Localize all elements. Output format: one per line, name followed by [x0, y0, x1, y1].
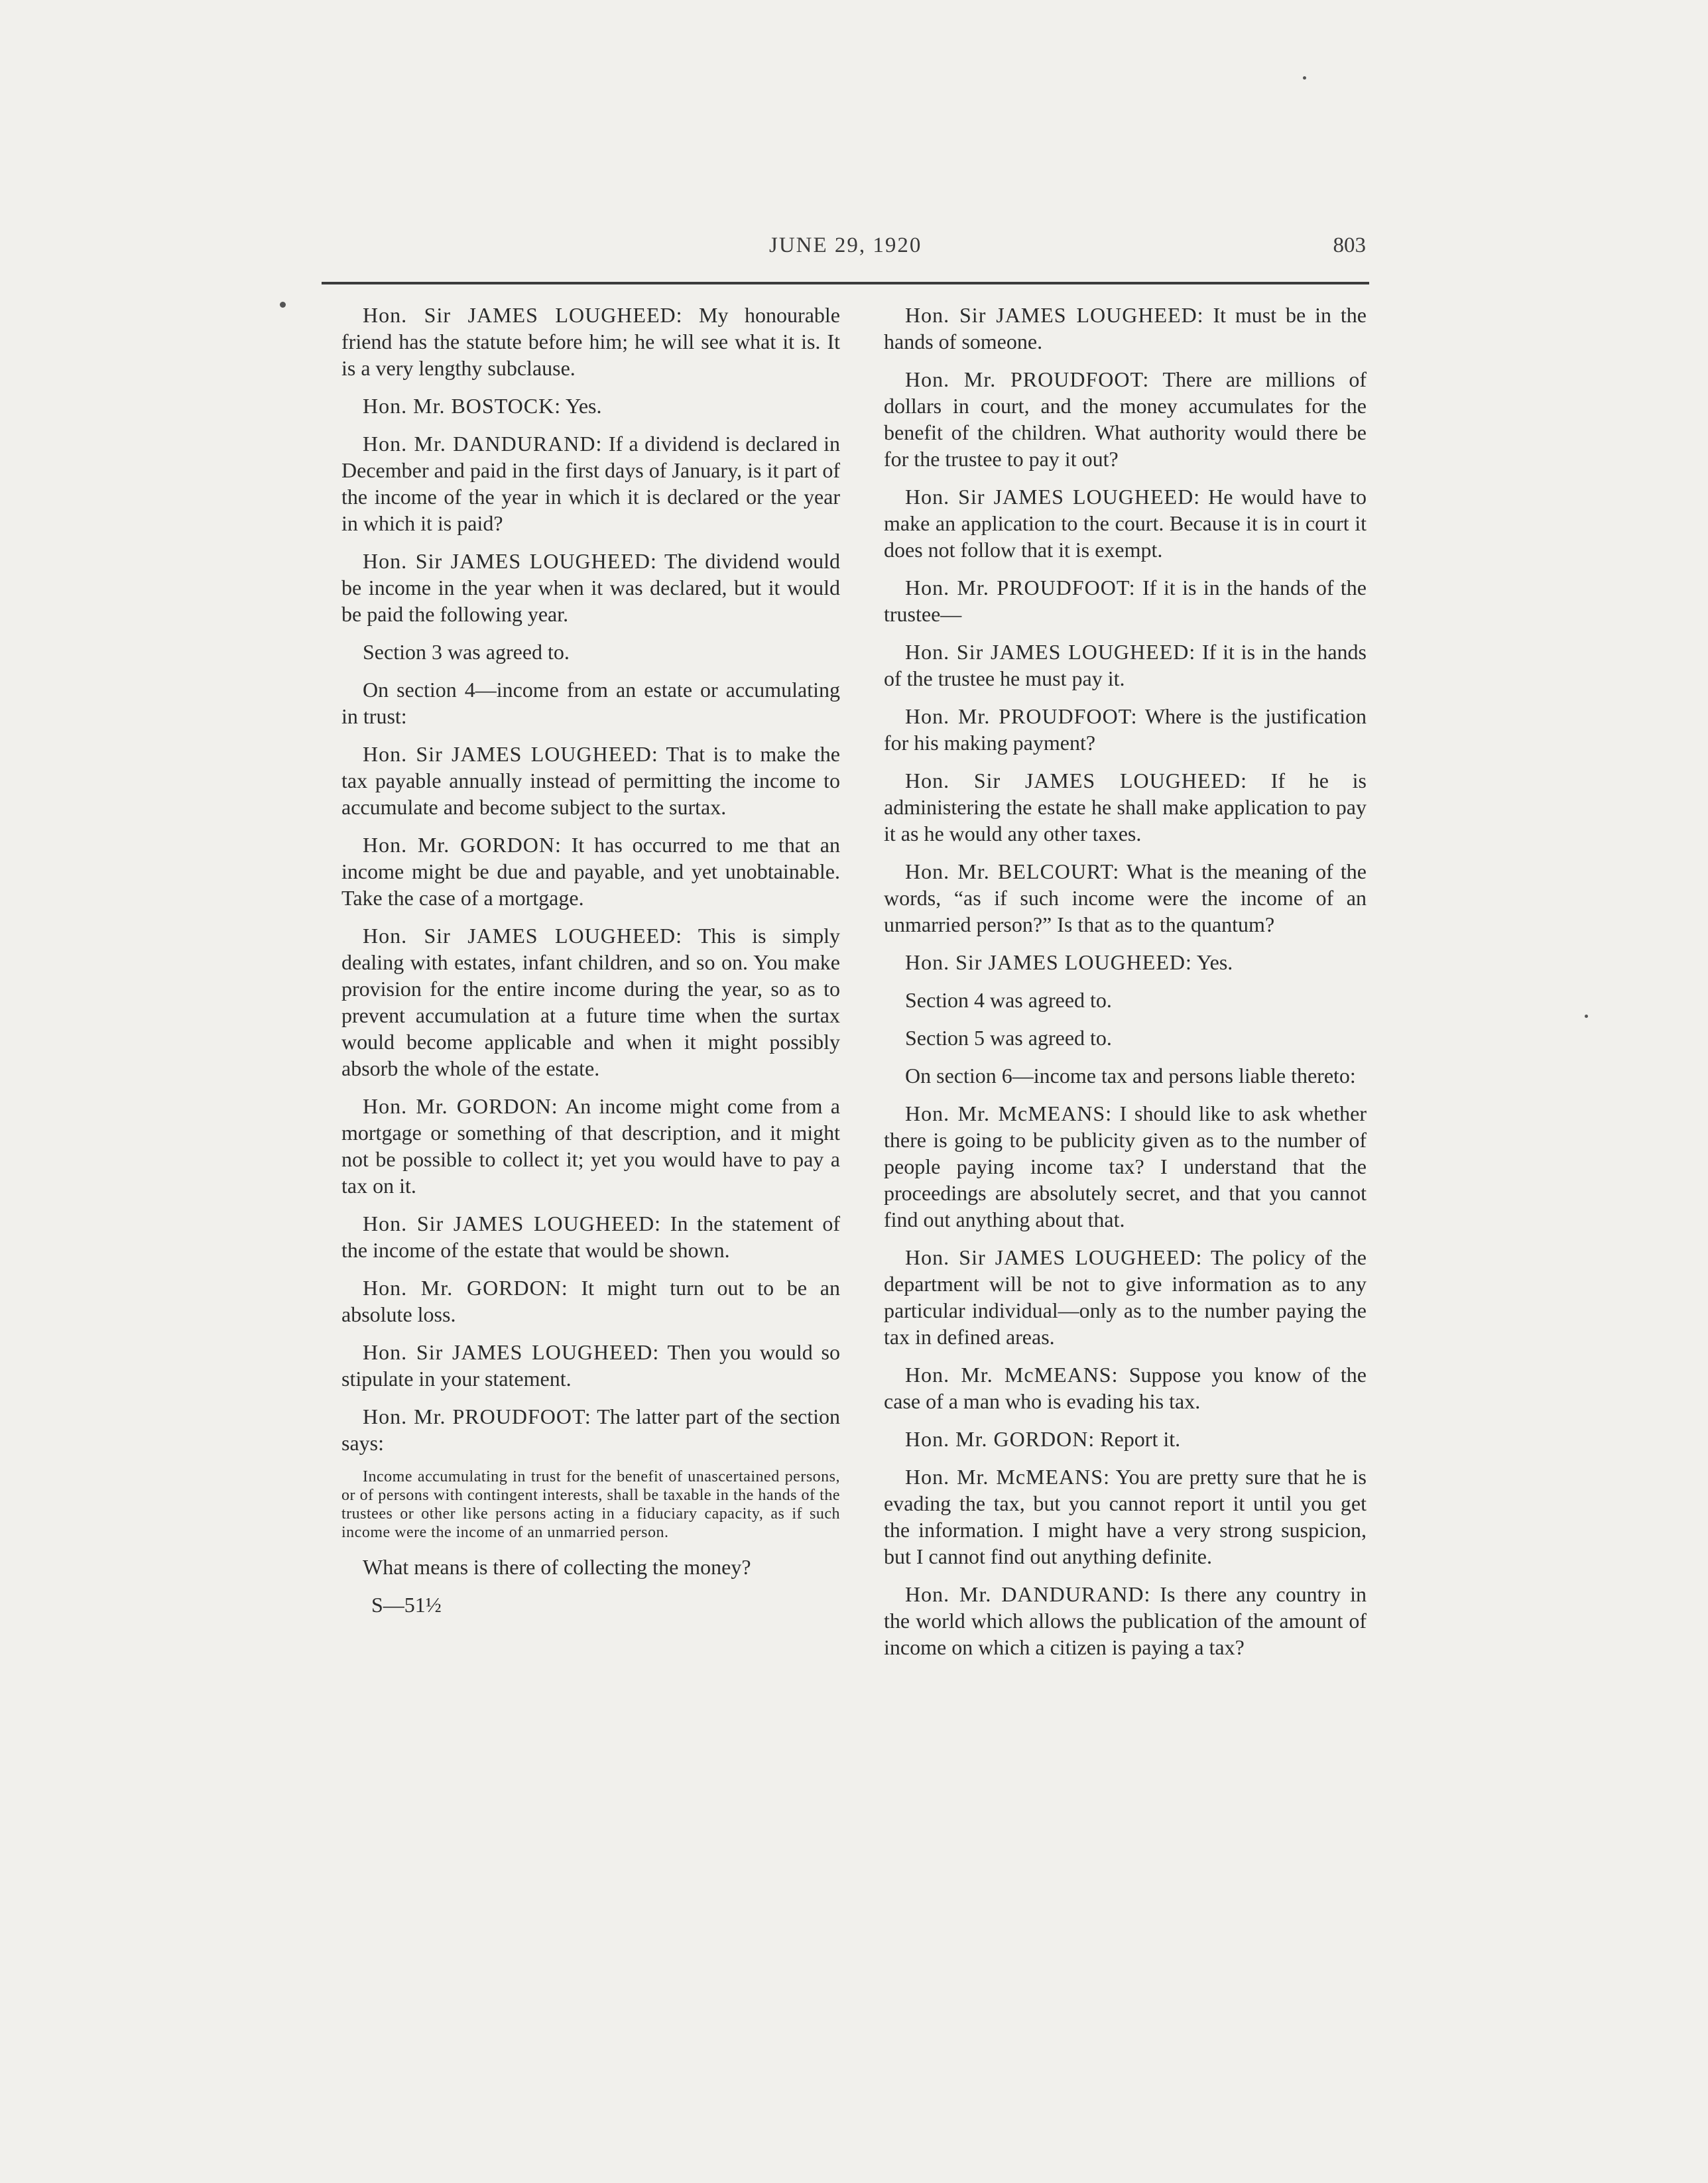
- paragraph: [341, 548, 840, 627]
- paragraph-text: An income might come from a mortgage or something of that description, and it might not be possible to collect it; yet you would have to pay a tax on it.: [341, 1094, 841, 1198]
- paragraph-text: It might turn out to be an absolute loss.: [341, 1276, 841, 1326]
- paragraph: [884, 302, 1367, 355]
- paragraph-text: On section 4—income from an estate or accumulating in trust:: [341, 678, 840, 728]
- paragraph: [884, 1062, 1367, 1089]
- paragraph: [341, 1339, 840, 1392]
- paragraph-text: The latter part of the section says:: [341, 1404, 841, 1455]
- signature-mark: S—51½: [371, 1593, 442, 1617]
- paragraph-text: In the statement of the income of the estate that would be shown.: [341, 1212, 841, 1262]
- speaker-name: Hon. Sir JAMES LOUGHEED:: [905, 640, 1196, 664]
- paragraph: [884, 703, 1367, 756]
- paragraph-text: This is simply dealing with estates, infant children, and so on. You make provision for the entire income during the year, so as to prevent accumulation at a future time when the surtax would become applicable and when it might possibly absorb the whole of the estate.: [341, 924, 841, 1080]
- speaker-name: Hon. Sir JAMES LOUGHEED:: [905, 485, 1201, 509]
- paragraph-text: The dividend would be income in the year when it was declared, but it would be paid the following year.: [341, 549, 841, 626]
- speaker-name: Hon. Mr. BOSTOCK:: [363, 394, 562, 418]
- paragraph: [341, 741, 840, 820]
- paragraph: [884, 639, 1367, 692]
- speaker-name: Hon. Mr. PROUDFOOT:: [363, 1404, 591, 1428]
- paragraph-text: Report it.: [1095, 1427, 1181, 1451]
- paragraph-text: If a dividend is declared in December and paid in the first days of January, is it part of the income of the year in which it is declared or the year in which it is paid?: [341, 432, 841, 535]
- scan-speck: [1585, 1015, 1588, 1018]
- paragraph-text: He would have to make an application to the court. Because it is in court it does not follow that it is exempt.: [884, 485, 1367, 562]
- speaker-name: Hon. Mr. DANDURAND:: [905, 1582, 1151, 1606]
- speaker-name: Hon. Sir JAMES LOUGHEED:: [363, 549, 657, 573]
- paragraph-text: Section 3 was agreed to.: [363, 640, 570, 664]
- paragraph-text: If he is administering the estate he shall make application to pay it as he would any other taxes.: [884, 769, 1367, 845]
- paragraph-text: You are pretty sure that he is evading the tax, but you cannot report it until you get the information. I might have a very strong suspicion, but I cannot find out anything definite.: [884, 1465, 1367, 1568]
- paragraph: [884, 1100, 1367, 1233]
- paragraph: [884, 949, 1367, 975]
- speaker-name: Hon. Mr. PROUDFOOT:: [905, 576, 1136, 599]
- paragraph-text: It must be in the hands of someone.: [884, 303, 1367, 353]
- paragraph: [341, 639, 840, 665]
- page-number: 803: [1333, 233, 1366, 257]
- paragraph-text: Yes.: [1191, 950, 1233, 974]
- paragraph: [341, 302, 840, 381]
- paragraph-text: What means is there of collecting the money?: [363, 1555, 751, 1579]
- paragraph-text: That is to make the tax payable annually instead of permitting the income to accumulate and become subject to the surtax.: [341, 742, 841, 819]
- page-header: [341, 233, 1366, 265]
- paragraph: [884, 858, 1367, 938]
- paragraph: [341, 1093, 840, 1199]
- speaker-name: Hon. Mr. GORDON:: [363, 1276, 568, 1300]
- right-column: [884, 302, 1367, 1672]
- paragraph: [884, 1244, 1367, 1350]
- speaker-name: Hon. Mr. McMEANS:: [905, 1465, 1110, 1489]
- paragraph: [884, 366, 1367, 472]
- paragraph: [884, 1361, 1367, 1414]
- speaker-name: Hon. Mr. GORDON:: [363, 1094, 558, 1118]
- speaker-name: Hon. Mr. BELCOURT:: [905, 859, 1120, 883]
- paragraph: [884, 987, 1367, 1013]
- left-column: [341, 302, 840, 1618]
- paragraph: [884, 1426, 1367, 1452]
- speaker-name: Hon. Sir JAMES LOUGHEED:: [905, 769, 1248, 792]
- paragraph: [341, 832, 840, 911]
- header-date: JUNE 29, 1920: [769, 233, 922, 257]
- paragraph: [341, 1210, 840, 1263]
- speaker-name: Hon. Mr. McMEANS:: [905, 1363, 1119, 1387]
- paragraph-text: The policy of the department will be not to give information as to any particular individual—only as to the number paying the tax in defined areas.: [884, 1245, 1367, 1349]
- paragraph: [884, 767, 1367, 847]
- paragraph-text: Then you would so stipulate in your statement.: [341, 1340, 841, 1391]
- paragraph: [341, 1403, 840, 1456]
- speaker-name: Hon. Sir JAMES LOUGHEED:: [905, 1245, 1203, 1269]
- block-quote: Income accumulating in trust for the benefit of unascertained persons, or of persons with contingent interests, shall be taxable in the hands of the trustees or other like persons acting in a fiduciary capacity, as if such income were the income of an unmarried person.: [341, 1468, 840, 1541]
- scan-speck: [1303, 76, 1306, 80]
- paragraph-text: Yes.: [561, 394, 602, 418]
- paragraph-text: If it is in the hands of the trustee—: [884, 576, 1367, 626]
- paragraph-text: Section 4 was agreed to.: [905, 988, 1112, 1012]
- paragraph: [884, 483, 1367, 563]
- paragraph: [341, 1275, 840, 1328]
- paragraph: [341, 676, 840, 729]
- paragraph-text: There are millions of dollars in court, and the money accumulates for the benefit of the children. What authority would there be for the trustee to pay it out?: [884, 367, 1367, 471]
- paragraph: [341, 1554, 840, 1580]
- paragraph-text: Is there any country in the world which allows the publication of the amount of income on which a citizen is paying a tax?: [884, 1582, 1367, 1659]
- header-rule: [322, 282, 1369, 284]
- paragraph: [341, 430, 840, 536]
- paragraph-text: My honourable friend has the statute before him; he will see what it is. It is a very lengthy subclause.: [341, 303, 841, 380]
- paragraph-text: It has occurred to me that an income might be due and payable, and yet unobtainable. Take the case of a mortgage.: [341, 833, 841, 910]
- scan-speck: [280, 302, 286, 308]
- speaker-name: Hon. Mr. PROUDFOOT:: [905, 704, 1138, 728]
- speaker-name: Hon. Sir JAMES LOUGHEED:: [363, 1340, 660, 1364]
- paragraph: [341, 393, 840, 419]
- speaker-name: Hon. Mr. GORDON:: [363, 833, 562, 857]
- paragraph-text: What is the meaning of the words, “as if such income were the income of an unmarried person?” Is that as to the quantum?: [884, 859, 1367, 936]
- speaker-name: Hon. Mr. DANDURAND:: [363, 432, 603, 456]
- speaker-name: Hon. Sir JAMES LOUGHEED:: [363, 742, 658, 766]
- paragraph-text: Suppose you know of the case of a man who is evading his tax.: [884, 1363, 1367, 1413]
- paragraph-text: Where is the justification for his making payment?: [884, 704, 1367, 755]
- speaker-name: Hon. Sir JAMES LOUGHEED:: [905, 950, 1192, 974]
- paragraph: [341, 922, 840, 1082]
- paragraph-text: If it is in the hands of the trustee he must pay it.: [884, 640, 1367, 690]
- speaker-name: Hon. Mr. GORDON:: [905, 1427, 1095, 1451]
- speaker-name: Hon. Sir JAMES LOUGHEED:: [905, 303, 1204, 327]
- paragraph-text: On section 6—income tax and persons liable thereto:: [905, 1064, 1356, 1088]
- speaker-name: Hon. Mr. PROUDFOOT:: [905, 367, 1150, 391]
- paragraph-text: Section 5 was agreed to.: [905, 1026, 1112, 1050]
- paragraph: [884, 1464, 1367, 1570]
- speaker-name: Hon. Sir JAMES LOUGHEED:: [363, 924, 683, 948]
- paragraph: [884, 574, 1367, 627]
- paragraph: [884, 1581, 1367, 1660]
- speaker-name: Hon. Mr. McMEANS:: [905, 1101, 1113, 1125]
- speaker-name: Hon. Sir JAMES LOUGHEED:: [363, 303, 683, 327]
- paragraph: [884, 1025, 1367, 1051]
- speaker-name: Hon. Sir JAMES LOUGHEED:: [363, 1212, 662, 1235]
- paragraph-text: I should like to ask whether there is going to be publicity given as to the number of people paying income tax? I understand that the proceedings are absolutely secret, and that you cannot find out anything about that.: [884, 1101, 1367, 1231]
